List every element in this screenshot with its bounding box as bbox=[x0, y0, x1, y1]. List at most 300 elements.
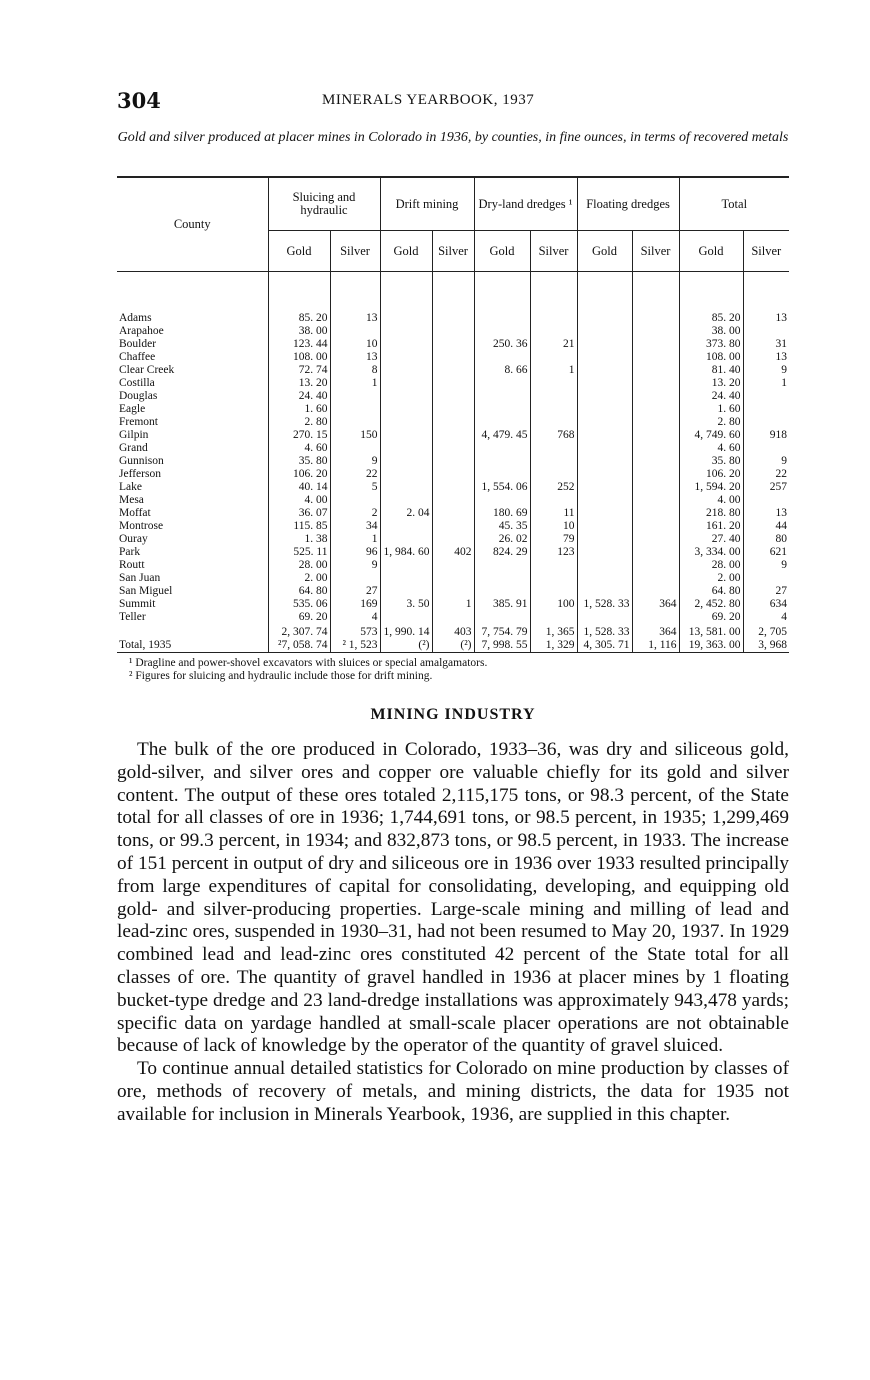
page-header bbox=[117, 88, 789, 112]
page-number: 304 bbox=[117, 88, 161, 113]
value-cell bbox=[380, 468, 432, 481]
county-cell bbox=[117, 624, 268, 639]
value-cell bbox=[632, 442, 679, 455]
county-cell: Ouray bbox=[119, 533, 148, 545]
value-cell bbox=[577, 325, 632, 338]
running-title: MINERALS YEARBOOK, 1937 bbox=[322, 92, 535, 108]
value-cell: 69. 20 bbox=[268, 611, 330, 624]
value-cell bbox=[632, 494, 679, 507]
value-cell: 4 bbox=[330, 611, 380, 624]
county-cell: Routt bbox=[119, 559, 145, 571]
value-cell: 9 bbox=[330, 455, 380, 468]
value-cell bbox=[432, 442, 474, 455]
section-heading: MINING INDUSTRY bbox=[370, 706, 536, 723]
value-cell bbox=[330, 403, 380, 416]
value-cell bbox=[474, 611, 530, 624]
value-cell bbox=[432, 416, 474, 429]
value-cell bbox=[577, 312, 632, 325]
value-cell: 1 bbox=[530, 364, 577, 377]
value-cell bbox=[432, 520, 474, 533]
table-row bbox=[117, 455, 789, 468]
value-cell bbox=[632, 481, 679, 494]
value-cell: (²) bbox=[380, 639, 432, 653]
county-cell: Gilpin bbox=[119, 429, 149, 441]
body-text bbox=[117, 739, 789, 1127]
value-cell bbox=[577, 559, 632, 572]
value-cell: 13 bbox=[330, 312, 380, 325]
value-cell bbox=[577, 390, 632, 403]
value-cell: 13 bbox=[743, 312, 789, 325]
value-cell bbox=[530, 468, 577, 481]
table-body bbox=[117, 272, 789, 653]
value-cell: 28. 00 bbox=[268, 559, 330, 572]
value-cell bbox=[577, 520, 632, 533]
value-cell bbox=[474, 325, 530, 338]
value-cell bbox=[432, 338, 474, 351]
subheader-silver: Silver bbox=[743, 231, 789, 272]
value-cell: 9 bbox=[743, 455, 789, 468]
value-cell: 1, 528. 33 bbox=[577, 624, 632, 639]
value-cell bbox=[330, 494, 380, 507]
value-cell: 525. 11 bbox=[268, 546, 330, 559]
value-cell bbox=[632, 403, 679, 416]
value-cell: 85. 20 bbox=[679, 312, 743, 325]
value-cell: 40. 14 bbox=[268, 481, 330, 494]
value-cell: 1. 60 bbox=[268, 403, 330, 416]
value-cell bbox=[577, 507, 632, 520]
county-cell: Costilla bbox=[119, 377, 155, 389]
value-cell: 34 bbox=[330, 520, 380, 533]
value-cell bbox=[432, 585, 474, 598]
value-cell: 1, 554. 06 bbox=[474, 481, 530, 494]
value-cell bbox=[577, 455, 632, 468]
county-cell: Boulder bbox=[119, 338, 157, 350]
value-cell bbox=[432, 403, 474, 416]
table-row bbox=[117, 585, 789, 598]
value-cell: 364 bbox=[632, 598, 679, 611]
value-cell: 8 bbox=[330, 364, 380, 377]
value-cell: 69. 20 bbox=[679, 611, 743, 624]
value-cell: 9 bbox=[743, 364, 789, 377]
value-cell bbox=[432, 455, 474, 468]
value-cell bbox=[632, 312, 679, 325]
value-cell bbox=[380, 325, 432, 338]
value-cell: 13, 581. 00 bbox=[679, 624, 743, 639]
value-cell bbox=[474, 494, 530, 507]
value-cell bbox=[577, 546, 632, 559]
value-cell bbox=[632, 559, 679, 572]
value-cell: 106. 20 bbox=[679, 468, 743, 481]
value-cell bbox=[530, 494, 577, 507]
subheader-silver: Silver bbox=[432, 231, 474, 272]
subheader-gold: Gold bbox=[577, 231, 632, 272]
value-cell: 38. 00 bbox=[679, 325, 743, 338]
value-cell bbox=[380, 520, 432, 533]
value-cell: 21 bbox=[530, 338, 577, 351]
value-cell bbox=[330, 325, 380, 338]
value-cell bbox=[380, 481, 432, 494]
paragraph-1: The bulk of the ore produced in Colorado, 1933–36, was dry and siliceous gold, gold-silver, and silver ores and copper ore valuable chiefly for its gold and silver content. The output of these ores totaled 2,115,175 tons, or 98.3 percent, of the State total for all classes of ore in 1936; 1,744,691 tons, or 98.5 percent, in 1935; 1,299,469 tons, or 99.3 percent, in 1934; and 832,873 tons, or 98.5 percent, in 1933. The increase of 151 percent in output of dry and siliceous ore in 1936 over 1933 resulted principally from large expenditures of capital for consolidating, developing, and equipping old gold- and silver-producing properties. Large-scale mining and milling of lead and lead-zinc ores, suspended in 1930–31, had not been resumed to May 20, 1937. In 1929 combined lead and lead-zinc ores constituted 42 percent of the State total for all classes of ore. The quantity of gravel handled in 1936 at placer mines by 1 floating bucket-type dredge and 23 land-dredge installations was approximately 943,478 yards; specific data on yardage handled at small-scale placer operations are not obtainable because of lack of knowledge by the operator of the quantity of gravel sluiced. bbox=[117, 739, 789, 1057]
value-cell bbox=[474, 377, 530, 390]
value-cell: 218. 80 bbox=[679, 507, 743, 520]
value-cell: 7, 998. 55 bbox=[474, 639, 530, 653]
value-cell bbox=[432, 364, 474, 377]
value-cell: 257 bbox=[743, 481, 789, 494]
value-cell bbox=[474, 390, 530, 403]
subheader-gold: Gold bbox=[474, 231, 530, 272]
value-cell: 2, 705 bbox=[743, 624, 789, 639]
value-cell bbox=[432, 481, 474, 494]
value-cell bbox=[432, 494, 474, 507]
value-cell bbox=[474, 572, 530, 585]
county-cell: Mesa bbox=[119, 494, 144, 506]
value-cell: 4, 479. 45 bbox=[474, 429, 530, 442]
value-cell: ²7, 058. 74 bbox=[268, 639, 330, 653]
value-cell bbox=[530, 325, 577, 338]
table-row bbox=[117, 468, 789, 481]
value-cell bbox=[432, 351, 474, 364]
county-header: County bbox=[117, 177, 268, 272]
value-cell bbox=[577, 377, 632, 390]
value-cell: 35. 80 bbox=[679, 455, 743, 468]
value-cell: 115. 85 bbox=[268, 520, 330, 533]
table-row bbox=[117, 507, 789, 520]
value-cell bbox=[632, 429, 679, 442]
value-cell: 1 bbox=[330, 377, 380, 390]
value-cell: 13 bbox=[330, 351, 380, 364]
value-cell bbox=[530, 585, 577, 598]
value-cell: 1 bbox=[432, 598, 474, 611]
value-cell bbox=[632, 507, 679, 520]
value-cell bbox=[432, 468, 474, 481]
table-row bbox=[117, 351, 789, 364]
value-cell: 2. 80 bbox=[679, 416, 743, 429]
value-cell: ² 1, 523 bbox=[330, 639, 380, 653]
value-cell: 13. 20 bbox=[268, 377, 330, 390]
value-cell bbox=[743, 442, 789, 455]
value-cell bbox=[380, 351, 432, 364]
value-cell bbox=[632, 468, 679, 481]
county-cell: Clear Creek bbox=[119, 364, 175, 376]
value-cell bbox=[743, 403, 789, 416]
table-row bbox=[117, 546, 789, 559]
group-header-floating: Floating dredges bbox=[577, 177, 679, 231]
value-cell bbox=[530, 390, 577, 403]
value-cell bbox=[380, 494, 432, 507]
value-cell: 24. 40 bbox=[679, 390, 743, 403]
value-cell: 81. 40 bbox=[679, 364, 743, 377]
value-cell: 252 bbox=[530, 481, 577, 494]
value-cell bbox=[577, 364, 632, 377]
value-cell bbox=[432, 611, 474, 624]
value-cell: 35. 80 bbox=[268, 455, 330, 468]
value-cell bbox=[530, 312, 577, 325]
county-cell: Arapahoe bbox=[119, 325, 164, 337]
value-cell bbox=[474, 351, 530, 364]
value-cell: 31 bbox=[743, 338, 789, 351]
value-cell: 27 bbox=[743, 585, 789, 598]
value-cell: 364 bbox=[632, 624, 679, 639]
value-cell bbox=[432, 325, 474, 338]
value-cell: 1, 984. 60 bbox=[380, 546, 432, 559]
subheader-gold: Gold bbox=[679, 231, 743, 272]
county-cell: Jefferson bbox=[119, 468, 161, 480]
table-row bbox=[117, 312, 789, 325]
value-cell: 1, 594. 20 bbox=[679, 481, 743, 494]
value-cell bbox=[330, 416, 380, 429]
value-cell: 824. 29 bbox=[474, 546, 530, 559]
value-cell: 4, 749. 60 bbox=[679, 429, 743, 442]
table-row bbox=[117, 611, 789, 624]
value-cell: 8. 66 bbox=[474, 364, 530, 377]
value-cell bbox=[530, 611, 577, 624]
value-cell: 403 bbox=[432, 624, 474, 639]
value-cell: 1, 329 bbox=[530, 639, 577, 653]
value-cell bbox=[474, 312, 530, 325]
group-header-sluicing: Sluicing and hydraulic bbox=[268, 177, 380, 231]
empty-cell bbox=[679, 272, 743, 313]
value-cell bbox=[577, 338, 632, 351]
value-cell: 621 bbox=[743, 546, 789, 559]
value-cell: 7, 754. 79 bbox=[474, 624, 530, 639]
value-cell bbox=[743, 494, 789, 507]
value-cell: 402 bbox=[432, 546, 474, 559]
value-cell bbox=[432, 559, 474, 572]
value-cell: (²) bbox=[432, 639, 474, 653]
county-cell: Eagle bbox=[119, 403, 146, 415]
value-cell: 3, 334. 00 bbox=[679, 546, 743, 559]
county-cell: Grand bbox=[119, 442, 148, 454]
value-cell bbox=[530, 403, 577, 416]
value-cell: 250. 36 bbox=[474, 338, 530, 351]
value-cell: 79 bbox=[530, 533, 577, 546]
value-cell bbox=[632, 611, 679, 624]
value-cell bbox=[474, 442, 530, 455]
empty-cell bbox=[268, 272, 330, 313]
placer-production-table bbox=[117, 176, 789, 653]
value-cell: 9 bbox=[743, 559, 789, 572]
value-cell: 535. 06 bbox=[268, 598, 330, 611]
value-cell: 4. 00 bbox=[268, 494, 330, 507]
value-cell: 27 bbox=[330, 585, 380, 598]
value-cell bbox=[380, 559, 432, 572]
value-cell bbox=[380, 572, 432, 585]
table-caption: Gold and silver produced at placer mines in Colorado in 1936, by counties, in fine ounces, in terms of recovered metals bbox=[117, 130, 789, 145]
empty-cell bbox=[530, 272, 577, 313]
county-cell: Gunnison bbox=[119, 455, 164, 467]
value-cell: 3. 50 bbox=[380, 598, 432, 611]
value-cell bbox=[432, 390, 474, 403]
value-cell: 1. 60 bbox=[679, 403, 743, 416]
value-cell: 4 bbox=[743, 611, 789, 624]
value-cell bbox=[577, 585, 632, 598]
value-cell: 161. 20 bbox=[679, 520, 743, 533]
value-cell bbox=[474, 455, 530, 468]
value-cell: 24. 40 bbox=[268, 390, 330, 403]
value-cell bbox=[577, 468, 632, 481]
value-cell bbox=[432, 429, 474, 442]
value-cell: 1, 528. 33 bbox=[577, 598, 632, 611]
value-cell: 270. 15 bbox=[268, 429, 330, 442]
value-cell bbox=[380, 364, 432, 377]
value-cell: 106. 20 bbox=[268, 468, 330, 481]
value-cell bbox=[530, 416, 577, 429]
subheader-gold: Gold bbox=[268, 231, 330, 272]
county-cell: Fremont bbox=[119, 416, 158, 428]
value-cell: 123 bbox=[530, 546, 577, 559]
value-cell: 10 bbox=[530, 520, 577, 533]
value-cell: 64. 80 bbox=[679, 585, 743, 598]
value-cell bbox=[380, 403, 432, 416]
group-header-total: Total bbox=[679, 177, 789, 231]
table-row bbox=[117, 624, 789, 639]
value-cell: 4, 305. 71 bbox=[577, 639, 632, 653]
value-cell: 2. 04 bbox=[380, 507, 432, 520]
value-cell: 44 bbox=[743, 520, 789, 533]
county-cell: San Juan bbox=[119, 572, 161, 584]
value-cell: 38. 00 bbox=[268, 325, 330, 338]
value-cell bbox=[632, 390, 679, 403]
value-cell bbox=[380, 338, 432, 351]
value-cell bbox=[743, 325, 789, 338]
value-cell bbox=[632, 572, 679, 585]
value-cell: 13 bbox=[743, 507, 789, 520]
value-cell bbox=[380, 416, 432, 429]
value-cell bbox=[380, 533, 432, 546]
empty-cell bbox=[632, 272, 679, 313]
value-cell bbox=[577, 351, 632, 364]
value-cell: 10 bbox=[330, 338, 380, 351]
county-cell: Lake bbox=[119, 481, 142, 493]
value-cell bbox=[632, 377, 679, 390]
value-cell bbox=[577, 442, 632, 455]
value-cell bbox=[530, 572, 577, 585]
group-header-drift: Drift mining bbox=[380, 177, 474, 231]
table-row bbox=[117, 377, 789, 390]
table-row bbox=[117, 416, 789, 429]
value-cell: 45. 35 bbox=[474, 520, 530, 533]
value-cell: 1, 116 bbox=[632, 639, 679, 653]
value-cell bbox=[577, 572, 632, 585]
empty-cell bbox=[474, 272, 530, 313]
value-cell bbox=[530, 377, 577, 390]
value-cell: 123. 44 bbox=[268, 338, 330, 351]
value-cell bbox=[632, 325, 679, 338]
table-row bbox=[117, 559, 789, 572]
spacer-row bbox=[117, 272, 789, 313]
value-cell bbox=[432, 312, 474, 325]
value-cell: 96 bbox=[330, 546, 380, 559]
value-cell: 1 bbox=[330, 533, 380, 546]
value-cell: 27. 40 bbox=[679, 533, 743, 546]
value-cell: 150 bbox=[330, 429, 380, 442]
value-cell bbox=[632, 585, 679, 598]
value-cell bbox=[330, 572, 380, 585]
value-cell bbox=[577, 429, 632, 442]
value-cell bbox=[632, 416, 679, 429]
subheader-silver: Silver bbox=[530, 231, 577, 272]
table-row bbox=[117, 639, 789, 653]
value-cell bbox=[577, 481, 632, 494]
value-cell bbox=[380, 377, 432, 390]
empty-cell bbox=[330, 272, 380, 313]
table-row bbox=[117, 494, 789, 507]
value-cell: 85. 20 bbox=[268, 312, 330, 325]
value-cell bbox=[330, 390, 380, 403]
paragraph-2: To continue annual detailed statistics for Colorado on mine production by classes of ore, methods of recovery of metals, and mining districts, the data for 1935 not available for inclusion in Minerals Yearbook, 1936, are supplied in this chapter. bbox=[117, 1058, 789, 1125]
empty-cell bbox=[743, 272, 789, 313]
value-cell bbox=[577, 533, 632, 546]
value-cell: 13. 20 bbox=[679, 377, 743, 390]
value-cell: 80 bbox=[743, 533, 789, 546]
value-cell: 1 bbox=[743, 377, 789, 390]
value-cell bbox=[380, 455, 432, 468]
county-cell: Montrose bbox=[119, 520, 164, 532]
value-cell: 108. 00 bbox=[679, 351, 743, 364]
value-cell bbox=[632, 533, 679, 546]
value-cell: 4. 60 bbox=[679, 442, 743, 455]
value-cell bbox=[632, 520, 679, 533]
value-cell: 385. 91 bbox=[474, 598, 530, 611]
subheader-gold: Gold bbox=[380, 231, 432, 272]
value-cell bbox=[474, 468, 530, 481]
value-cell bbox=[474, 416, 530, 429]
value-cell: 2, 307. 74 bbox=[268, 624, 330, 639]
empty-cell bbox=[432, 272, 474, 313]
table-row bbox=[117, 598, 789, 611]
value-cell bbox=[577, 403, 632, 416]
value-cell bbox=[577, 611, 632, 624]
value-cell bbox=[380, 312, 432, 325]
value-cell: 373. 80 bbox=[679, 338, 743, 351]
county-cell: Summit bbox=[119, 598, 156, 610]
value-cell bbox=[432, 572, 474, 585]
table-row bbox=[117, 403, 789, 416]
county-cell: Moffat bbox=[119, 507, 151, 519]
value-cell: 4. 60 bbox=[268, 442, 330, 455]
value-cell: 5 bbox=[330, 481, 380, 494]
empty-cell bbox=[577, 272, 632, 313]
table-row bbox=[117, 572, 789, 585]
value-cell: 28. 00 bbox=[679, 559, 743, 572]
value-cell: 22 bbox=[743, 468, 789, 481]
value-cell: 19, 363. 00 bbox=[679, 639, 743, 653]
value-cell: 1. 38 bbox=[268, 533, 330, 546]
subheader-silver: Silver bbox=[330, 231, 380, 272]
value-cell: 180. 69 bbox=[474, 507, 530, 520]
value-cell bbox=[632, 351, 679, 364]
value-cell bbox=[743, 416, 789, 429]
value-cell: 13 bbox=[743, 351, 789, 364]
value-cell bbox=[474, 403, 530, 416]
empty-cell bbox=[117, 272, 268, 313]
value-cell: 72. 74 bbox=[268, 364, 330, 377]
table-row bbox=[117, 442, 789, 455]
table-row bbox=[117, 364, 789, 377]
value-cell: 573 bbox=[330, 624, 380, 639]
value-cell bbox=[632, 455, 679, 468]
value-cell bbox=[577, 416, 632, 429]
county-cell: Douglas bbox=[119, 390, 158, 402]
value-cell bbox=[380, 611, 432, 624]
value-cell: 3, 968 bbox=[743, 639, 789, 653]
value-cell bbox=[632, 338, 679, 351]
group-header-dryland: Dry-land dredges ¹ bbox=[474, 177, 577, 231]
table-row bbox=[117, 533, 789, 546]
value-cell: 22 bbox=[330, 468, 380, 481]
table-row bbox=[117, 429, 789, 442]
county-cell: Teller bbox=[119, 611, 146, 623]
